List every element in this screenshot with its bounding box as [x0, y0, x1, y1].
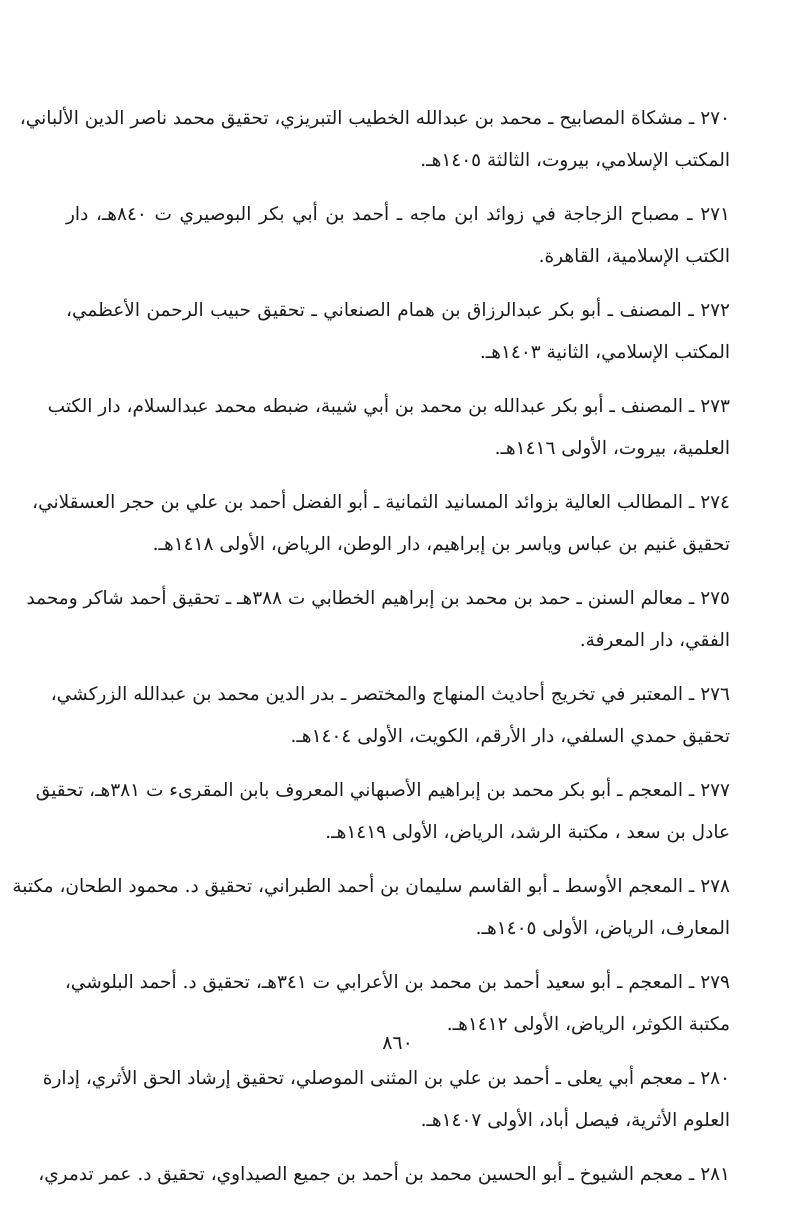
bibliography-entry-275 [26, 578, 730, 662]
entry-line: ٢٨٠ ـ معجم أبي يعلى ـ أحمد بن علي بن المثنى الموصلي، تحقيق إرشاد الحق الأثري، إدارة [42, 1068, 730, 1089]
entry-line: ٢٧٨ ـ المعجم الأوسط ـ أبو القاسم سليمان بن أحمد الطبراني، تحقيق د. محمود الطحان، مكتبة [12, 876, 730, 897]
bibliography-entry-274 [32, 482, 730, 566]
entry-line: ٢٧٠ ـ مشكاة المصابيح ـ محمد بن عبدالله الخطيب التبريزي، تحقيق محمد ناصر الدين الألباني، [19, 108, 730, 129]
entry-line: المكتب الإسلامي، الثانية ١٤٠٣هـ. [479, 342, 730, 363]
entry-line: ٢٧٧ ـ المعجم ـ أبو بكر محمد بن إبراهيم الأصبهاني المعروف بابن المقرىء ت ٣٨١هـ، تحقيق [35, 780, 730, 801]
bibliography-entry-273 [47, 386, 730, 470]
bibliography-entry-280 [42, 1058, 730, 1142]
entry-line: العلوم الأثرية، فيصل أباد، الأولى ١٤٠٧هـ. [420, 1110, 730, 1131]
bibliography-entry-281 [38, 1154, 730, 1196]
entry-line: المعارف، الرياض، الأولى ١٤٠٥هـ. [475, 918, 730, 939]
entry-line: تحقيق غنيم بن عباس وياسر بن إبراهيم، دار الوطن، الرياض، الأولى ١٤١٨هـ. [152, 534, 730, 555]
entry-line: عادل بن سعد ، مكتبة الرشد، الرياض، الأولى ١٤١٩هـ. [325, 822, 730, 843]
entry-line: ٢٧٩ ـ المعجم ـ أبو سعيد أحمد بن محمد بن الأعرابي ت ٣٤١هـ، تحقيق د. أحمد البلوشي، [64, 972, 730, 993]
entry-line: تحقيق حمدي السلفي، دار الأرقم، الكويت، الأولى ١٤٠٤هـ. [290, 726, 730, 747]
entry-line: ٢٧٣ ـ المصنف ـ أبو بكر عبدالله بن محمد بن أبي شيبة، ضبطه محمد عبدالسلام، دار الكتب [47, 396, 730, 417]
bibliography-entry-278 [12, 866, 730, 950]
page-number: ٨٦٠ [382, 1032, 413, 1054]
bibliography-entry-271 [66, 194, 730, 278]
entry-line: الفقي، دار المعرفة. [579, 630, 730, 651]
bibliography-entry-272 [66, 290, 730, 374]
entry-line: مكتبة الكوثر، الرياض، الأولى ١٤١٢هـ. [446, 1014, 730, 1035]
entry-line: ٢٨١ ـ معجم الشيوخ ـ أبو الحسين محمد بن أحمد بن جميع الصيداوي، تحقيق د. عمر تدمري، [38, 1164, 730, 1185]
entry-line: ٢٧٢ ـ المصنف ـ أبو بكر عبدالرزاق بن همام الصنعاني ـ تحقيق حبيب الرحمن الأعظمي، [66, 300, 730, 321]
entry-line: المكتب الإسلامي، بيروت، الثالثة ١٤٠٥هـ. [420, 150, 730, 171]
entry-line: ٢٧٦ ـ المعتبر في تخريج أحاديث المنهاج والمختصر ـ بدر الدين محمد بن عبدالله الزركشي، [50, 684, 730, 705]
bibliography-entry-276 [50, 674, 730, 758]
bibliography-entry-270 [19, 98, 730, 182]
entry-line: ٢٧١ ـ مصباح الزجاجة في زوائد ابن ماجه ـ أحمد بن أبي بكر البوصيري ت ٨٤٠هـ، دار [66, 204, 730, 225]
entry-line: الكتب الإسلامية، القاهرة. [538, 246, 730, 267]
entry-line: العلمية، بيروت، الأولى ١٤١٦هـ. [494, 438, 730, 459]
entry-line: ٢٧٤ ـ المطالب العالية بزوائد المسانيد الثمانية ـ أبو الفضل أحمد بن علي بن حجر العسقلاني، [32, 492, 730, 513]
entry-line: ٢٧٥ ـ معالم السنن ـ حمد بن محمد بن إبراهيم الخطابي ت ٣٨٨هـ ـ تحقيق أحمد شاكر ومحمد [26, 588, 730, 609]
bibliography-entry-277 [35, 770, 730, 854]
